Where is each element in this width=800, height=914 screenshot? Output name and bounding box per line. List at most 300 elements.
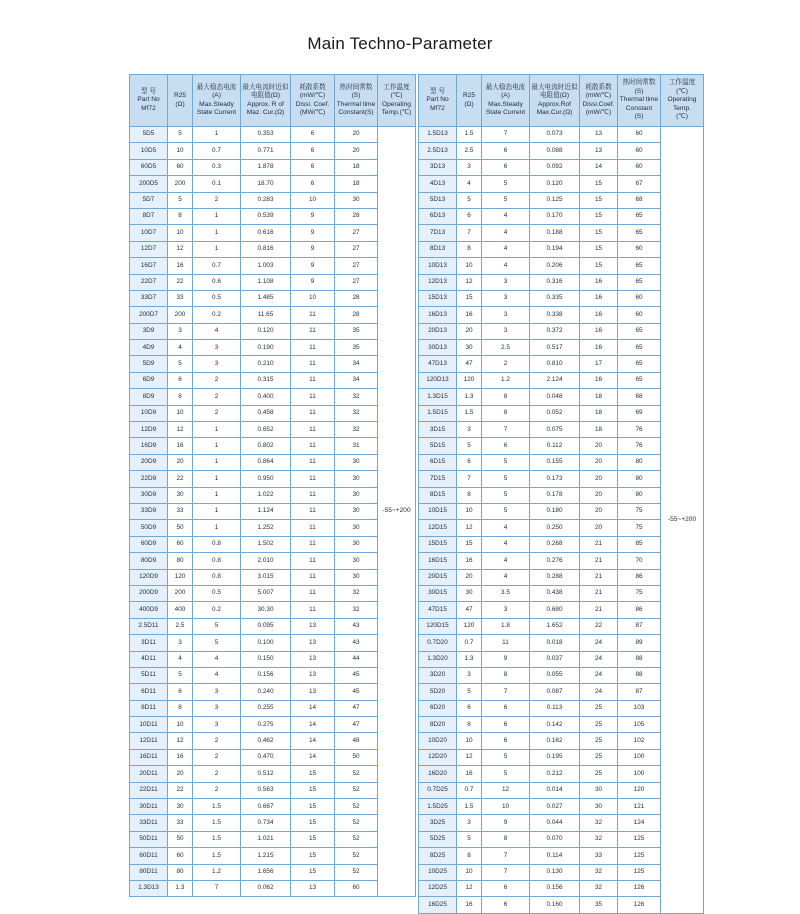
cell-r25: 7 [457,225,482,241]
parameter-table-right [418,74,704,914]
cell-approx-r: 0.052 [530,405,580,421]
cell-part-no: 16D9 [130,438,168,454]
cell-thermal-time: 87 [618,684,661,700]
cell-part-no: 6D20 [419,700,457,716]
cell-r25: 3 [457,667,482,683]
cell-r25: 22 [168,274,193,290]
cell-thermal-time: 27 [335,258,378,274]
cell-operating-temp: -55~+200 [661,127,704,914]
cell-part-no: 8D7 [130,208,168,224]
cell-part-no: 5D7 [130,192,168,208]
table-row [130,208,416,224]
cell-approx-r: 0.250 [530,520,580,536]
header-dissipation: 耗散系数 (mW/℃) Dissi. Coef. (MW/℃) [291,75,335,127]
cell-dissipation: 15 [580,258,618,274]
cell-approx-r: 0.055 [530,667,580,683]
cell-part-no: 10D13 [419,258,457,274]
cell-thermal-time: 76 [618,422,661,438]
cell-dissipation: 20 [580,520,618,536]
cell-max-current: 4 [482,225,530,241]
cell-part-no: 7D13 [419,225,457,241]
cell-approx-r: 0.195 [530,749,580,765]
cell-max-current: 1.8 [482,618,530,634]
cell-dissipation: 6 [291,176,335,192]
cell-r25: 0.7 [457,635,482,651]
cell-r25: 4 [168,651,193,667]
cell-dissipation: 9 [291,225,335,241]
cell-r25: 1.3 [457,651,482,667]
table-row [130,602,416,618]
table-row [130,389,416,405]
cell-r25: 8 [168,389,193,405]
cell-dissipation: 6 [291,159,335,175]
cell-thermal-time: 80 [618,454,661,470]
cell-r25: 12 [457,880,482,896]
cell-part-no: 33D7 [130,290,168,306]
cell-thermal-time: 126 [618,880,661,896]
cell-thermal-time: 27 [335,274,378,290]
cell-approx-r: 1.022 [241,487,291,503]
cell-approx-r: 1.656 [241,864,291,880]
cell-max-current: 7 [482,848,530,864]
cell-thermal-time: 52 [335,766,378,782]
cell-part-no: 400D9 [130,602,168,618]
cell-thermal-time: 86 [618,602,661,618]
cell-part-no: 4D9 [130,340,168,356]
cell-max-current: 8 [482,831,530,847]
table-row [130,520,416,536]
cell-r25: 30 [168,799,193,815]
cell-approx-r: 0.338 [530,307,580,323]
cell-part-no: 16D15 [419,553,457,569]
cell-r25: 120 [168,569,193,585]
cell-thermal-time: 75 [618,503,661,519]
cell-dissipation: 21 [580,536,618,552]
cell-max-current: 12 [482,782,530,798]
cell-approx-r: 0.563 [241,782,291,798]
cell-dissipation: 15 [291,848,335,864]
cell-max-current: 2 [193,733,241,749]
cell-max-current: 6 [482,700,530,716]
header-approx-r: 最大电流时近似 电阻值(Ω) Approx.Rof Max.Cur.(Ω) [530,75,580,127]
cell-approx-r: 0.075 [530,422,580,438]
cell-part-no: 8D11 [130,700,168,716]
cell-max-current: 5 [482,766,530,782]
cell-approx-r: 1.021 [241,831,291,847]
cell-max-current: 2 [193,389,241,405]
cell-r25: 15 [457,290,482,306]
cell-thermal-time: 52 [335,815,378,831]
cell-r25: 2.5 [168,618,193,634]
cell-approx-r: 1.485 [241,290,291,306]
cell-thermal-time: 32 [335,389,378,405]
cell-max-current: 5 [482,176,530,192]
cell-thermal-time: 34 [335,356,378,372]
cell-thermal-time: 85 [618,536,661,552]
cell-thermal-time: 60 [335,880,378,896]
parameter-table-left [129,74,416,897]
cell-dissipation: 21 [580,569,618,585]
cell-part-no: 47D15 [419,602,457,618]
cell-approx-r: 0.027 [530,799,580,815]
table-row [130,503,416,519]
cell-approx-r: 0.771 [241,143,291,159]
cell-dissipation: 11 [291,356,335,372]
cell-r25: 16 [168,438,193,454]
cell-thermal-time: 30 [335,192,378,208]
cell-thermal-time: 60 [618,159,661,175]
cell-r25: 120 [457,618,482,634]
cell-r25: 1.5 [457,127,482,143]
cell-part-no: 50D11 [130,831,168,847]
cell-approx-r: 0.288 [530,569,580,585]
cell-part-no: 3D20 [419,667,457,683]
cell-thermal-time: 68 [618,389,661,405]
cell-max-current: 3 [482,290,530,306]
cell-max-current: 6 [482,159,530,175]
cell-dissipation: 11 [291,503,335,519]
cell-approx-r: 0.210 [241,356,291,372]
cell-r25: 5 [457,438,482,454]
cell-max-current: 2 [193,372,241,388]
cell-thermal-time: 32 [335,405,378,421]
cell-max-current: 9 [482,651,530,667]
header-approx-r: 最大电流时近似 电阻值(Ω) Approx. R of Maz. Cur.(Ω) [241,75,291,127]
cell-r25: 16 [457,766,482,782]
cell-part-no: 30D15 [419,585,457,601]
cell-dissipation: 21 [580,585,618,601]
cell-approx-r: 0.095 [241,618,291,634]
cell-r25: 80 [168,864,193,880]
cell-part-no: 5D13 [419,192,457,208]
cell-max-current: 7 [482,864,530,880]
cell-r25: 22 [168,782,193,798]
cell-approx-r: 0.539 [241,208,291,224]
table-row [130,127,416,143]
cell-max-current: 1 [193,454,241,470]
header-thermal-time: 热时间常数 (S) Thermal time Constant(S) [335,75,378,127]
cell-approx-r: 1.502 [241,536,291,552]
cell-max-current: 5 [482,503,530,519]
cell-r25: 12 [457,749,482,765]
cell-dissipation: 11 [291,602,335,618]
cell-part-no: 4D11 [130,651,168,667]
header-max-current: 最大稳态电流 (A) Max.Steady State Current [193,75,241,127]
cell-part-no: 47D13 [419,356,457,372]
cell-thermal-time: 69 [618,405,661,421]
cell-part-no: 1.5D25 [419,799,457,815]
cell-dissipation: 15 [291,864,335,880]
header-operating-temp: 工作温度 (℃) Operating Temp. (℃) [661,75,704,127]
cell-dissipation: 11 [291,454,335,470]
cell-dissipation: 13 [291,635,335,651]
cell-dissipation: 14 [291,717,335,733]
cell-thermal-time: 68 [618,192,661,208]
cell-approx-r: 0.734 [241,815,291,831]
cell-approx-r: 0.268 [530,536,580,552]
cell-r25: 200 [168,585,193,601]
cell-approx-r: 0.315 [241,372,291,388]
cell-max-current: 7 [193,880,241,896]
cell-max-current: 6 [482,880,530,896]
cell-thermal-time: 18 [335,159,378,175]
cell-approx-r: 0.100 [241,635,291,651]
cell-dissipation: 13 [291,880,335,896]
cell-r25: 8 [168,208,193,224]
header-operating-temp: 工作温度 (℃) Operating Temp.(℃) [378,75,416,127]
cell-approx-r: 0.048 [530,389,580,405]
cell-thermal-time: 124 [618,815,661,831]
table-row [130,192,416,208]
cell-dissipation: 25 [580,717,618,733]
cell-max-current: 8 [482,667,530,683]
cell-max-current: 0.7 [193,258,241,274]
cell-part-no: 16D13 [419,307,457,323]
cell-max-current: 9 [482,815,530,831]
cell-r25: 10 [168,717,193,733]
cell-dissipation: 13 [291,651,335,667]
cell-dissipation: 9 [291,274,335,290]
cell-r25: 20 [457,323,482,339]
cell-dissipation: 15 [291,831,335,847]
cell-max-current: 11 [482,635,530,651]
cell-thermal-time: 32 [335,585,378,601]
cell-approx-r: 0.458 [241,405,291,421]
cell-approx-r: 0.335 [530,290,580,306]
cell-thermal-time: 52 [335,799,378,815]
cell-part-no: 3D11 [130,635,168,651]
cell-part-no: 20D9 [130,454,168,470]
cell-r25: 30 [168,487,193,503]
table-row [130,651,416,667]
cell-max-current: 1 [193,241,241,257]
table-row [130,864,416,880]
cell-dissipation: 11 [291,487,335,503]
cell-approx-r: 0.162 [530,733,580,749]
cell-max-current: 1 [193,471,241,487]
cell-approx-r: 0.275 [241,717,291,733]
cell-thermal-time: 18 [335,176,378,192]
cell-operating-temp: -55~+200 [378,127,416,897]
cell-thermal-time: 44 [335,651,378,667]
cell-r25: 5 [457,831,482,847]
cell-r25: 10 [168,405,193,421]
cell-r25: 10 [457,733,482,749]
cell-max-current: 6 [482,438,530,454]
cell-max-current: 1.5 [193,799,241,815]
cell-r25: 3 [457,815,482,831]
cell-r25: 50 [168,520,193,536]
cell-thermal-time: 65 [618,356,661,372]
cell-max-current: 1.5 [193,831,241,847]
table-row [130,831,416,847]
cell-thermal-time: 28 [335,290,378,306]
cell-approx-r: 0.130 [530,864,580,880]
cell-thermal-time: 88 [618,667,661,683]
cell-thermal-time: 60 [618,143,661,159]
cell-r25: 5 [457,192,482,208]
cell-r25: 5 [168,667,193,683]
cell-r25: 0.7 [457,782,482,798]
cell-thermal-time: 45 [335,684,378,700]
cell-approx-r: 0.170 [530,208,580,224]
cell-part-no: 30D13 [419,340,457,356]
cell-r25: 12 [168,422,193,438]
cell-max-current: 4 [193,667,241,683]
cell-thermal-time: 30 [335,454,378,470]
cell-approx-r: 0.616 [241,225,291,241]
cell-r25: 33 [168,290,193,306]
table-row [130,848,416,864]
cell-approx-r: 0.512 [241,766,291,782]
cell-thermal-time: 27 [335,241,378,257]
cell-r25: 50 [168,831,193,847]
cell-approx-r: 1.108 [241,274,291,290]
cell-approx-r: 0.190 [241,340,291,356]
page-title: Main Techno-Parameter [307,34,493,53]
cell-max-current: 7 [482,422,530,438]
cell-dissipation: 11 [291,553,335,569]
cell-max-current: 1 [193,503,241,519]
cell-r25: 8 [457,848,482,864]
table-row [130,569,416,585]
cell-approx-r: 0.062 [241,880,291,896]
cell-max-current: 0.2 [193,602,241,618]
cell-thermal-time: 126 [618,897,661,913]
cell-thermal-time: 105 [618,717,661,733]
cell-max-current: 3 [193,717,241,733]
cell-r25: 12 [457,274,482,290]
cell-dissipation: 9 [291,208,335,224]
cell-approx-r: 0.120 [241,323,291,339]
cell-dissipation: 11 [291,536,335,552]
cell-approx-r: 2.010 [241,553,291,569]
cell-r25: 8 [168,700,193,716]
cell-r25: 12 [168,733,193,749]
cell-r25: 60 [168,536,193,552]
cell-max-current: 4 [482,536,530,552]
cell-max-current: 5 [482,192,530,208]
cell-max-current: 3 [193,700,241,716]
cell-part-no: 120D13 [419,372,457,388]
cell-max-current: 1.2 [193,864,241,880]
cell-part-no: 3D9 [130,323,168,339]
cell-r25: 22 [168,471,193,487]
cell-part-no: 8D20 [419,717,457,733]
table-row [130,880,416,896]
cell-approx-r: 0.470 [241,749,291,765]
cell-max-current: 4 [482,208,530,224]
cell-dissipation: 15 [291,782,335,798]
cell-part-no: 16D7 [130,258,168,274]
cell-approx-r: 0.240 [241,684,291,700]
cell-dissipation: 15 [580,192,618,208]
cell-part-no: 1.3D13 [130,880,168,896]
cell-part-no: 15D13 [419,290,457,306]
cell-part-no: 5D15 [419,438,457,454]
cell-thermal-time: 47 [335,700,378,716]
cell-part-no: 50D9 [130,520,168,536]
cell-approx-r: 0.155 [530,454,580,470]
header-max-current: 最大稳态电流 (A) Max.Steady State Current [482,75,530,127]
cell-max-current: 1 [193,208,241,224]
header-r25: R25 (Ω) [168,75,193,127]
cell-dissipation: 32 [580,880,618,896]
table-row [130,438,416,454]
cell-r25: 120 [457,372,482,388]
cell-approx-r: 0.037 [530,651,580,667]
cell-part-no: 22D7 [130,274,168,290]
cell-part-no: 6D15 [419,454,457,470]
cell-max-current: 3 [482,274,530,290]
table-row [130,454,416,470]
cell-approx-r: 0.517 [530,340,580,356]
cell-max-current: 0.5 [193,290,241,306]
cell-thermal-time: 76 [618,438,661,454]
cell-max-current: 4 [193,323,241,339]
cell-thermal-time: 52 [335,848,378,864]
cell-dissipation: 18 [580,405,618,421]
cell-r25: 20 [168,454,193,470]
cell-max-current: 2 [193,192,241,208]
cell-thermal-time: 65 [618,258,661,274]
cell-dissipation: 18 [580,422,618,438]
cell-approx-r: 0.018 [530,635,580,651]
cell-thermal-time: 125 [618,864,661,880]
cell-thermal-time: 31 [335,438,378,454]
table-row [130,487,416,503]
cell-max-current: 10 [482,799,530,815]
table-row [130,274,416,290]
cell-thermal-time: 30 [335,503,378,519]
cell-dissipation: 15 [580,176,618,192]
cell-thermal-time: 65 [618,208,661,224]
cell-dissipation: 20 [580,471,618,487]
cell-r25: 60 [168,159,193,175]
cell-part-no: 33D9 [130,503,168,519]
cell-thermal-time: 32 [335,422,378,438]
cell-approx-r: 0.112 [530,438,580,454]
table-row [130,815,416,831]
cell-dissipation: 30 [580,782,618,798]
cell-thermal-time: 65 [618,372,661,388]
cell-thermal-time: 80 [618,487,661,503]
cell-dissipation: 16 [580,274,618,290]
cell-r25: 47 [457,602,482,618]
cell-dissipation: 10 [291,290,335,306]
cell-thermal-time: 30 [335,471,378,487]
cell-part-no: 1.5D13 [419,127,457,143]
cell-thermal-time: 65 [618,274,661,290]
cell-approx-r: 3.015 [241,569,291,585]
cell-part-no: 120D15 [419,618,457,634]
cell-dissipation: 25 [580,700,618,716]
cell-thermal-time: 87 [618,618,661,634]
cell-thermal-time: 86 [618,569,661,585]
cell-thermal-time: 20 [335,143,378,159]
cell-thermal-time: 43 [335,635,378,651]
cell-r25: 200 [168,176,193,192]
cell-dissipation: 17 [580,356,618,372]
cell-dissipation: 11 [291,340,335,356]
cell-approx-r: 0.667 [241,799,291,815]
cell-dissipation: 24 [580,684,618,700]
cell-approx-r: 0.194 [530,241,580,257]
cell-part-no: 10D7 [130,225,168,241]
cell-max-current: 1.5 [193,848,241,864]
cell-r25: 1.3 [168,880,193,896]
cell-approx-r: 0.120 [530,176,580,192]
